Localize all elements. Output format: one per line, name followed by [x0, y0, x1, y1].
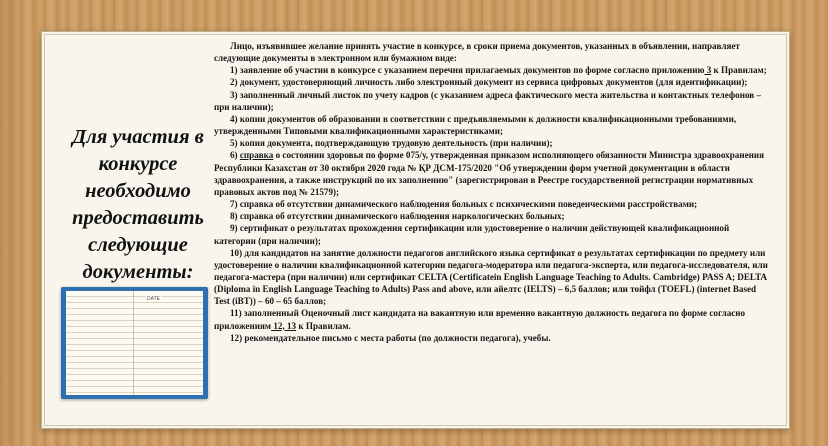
item-text: 10) для кандидатов на занятие должности педагогов английского языка сертификат о результатах сертификации по предмету или удостоверение о наличии квалификационной категории педагога-модератора или педагога-эксперта, или педагога-исследователя, или педагога-мастера (при наличии) или сертификат CELTA (Certificatein English Language Teaching to Adults. Cambridge) PASS A; DELTA (Diploma in English Language Teaching to Adults) Pass and above, или айелтс (IELTS) – 6,5 баллов; или тойфл (TOEFL) (internet Based Test (iBT)) – 60 – 65 баллов; — [214, 247, 768, 307]
requirement-item-10 — [214, 247, 770, 308]
appendix-link[interactable]: 3 — [704, 65, 712, 76]
background-wood-shade — [0, 0, 22, 446]
item-text: 4) копии документов об образовании в соответствии с предъявляемыми к должности квалификационными требованиями, утвержденными Типовыми квалификационными характеристиками; — [214, 113, 737, 137]
requirement-item-5 — [214, 137, 770, 149]
requirement-item-12 — [214, 332, 770, 344]
item-text: 7) справка об отсутствии динамического наблюдения больных с психическими поведенческими расстройствами; — [230, 199, 698, 210]
appendix-link[interactable]: 12, 13 — [271, 320, 297, 331]
notebook-date-label: DATE — [147, 296, 160, 302]
item-text: к Правилам; — [711, 65, 767, 76]
item-number: 6) — [230, 150, 240, 161]
item-text: о состоянии здоровья по форме 075/у, утвержденная приказом исполняющего обязанности Министра здравоохранения Республики Казахстан от 30 октября 2020 года № ҚР ДСМ-175/2020 "Об утверждении форм учетной документации в области здравоохранения, а также инструкций по их заполнению" (зарегистрирован в Реестре государственной регистрации нормативных правовых актов под № 21579); — [214, 150, 765, 197]
item-text: 9) сертификат о результатах прохождения сертификации или удостоверение о наличии действующей квалификационной категории (при наличии); — [214, 223, 730, 246]
requirement-item-6 — [214, 149, 770, 198]
notebook-left-page — [66, 291, 134, 395]
requirement-item-2 — [214, 76, 770, 88]
intro-text: Лицо, изъявившее желание принять участие в конкурсе, в сроки приема документов, указанных в объявлении, направляет следующие документы в электронном или бумажном виде: — [214, 41, 740, 64]
certificate-link[interactable]: справка — [239, 150, 274, 161]
item-text: 8) справка об отсутствии динамического наблюдения наркологических больных; — [230, 211, 565, 222]
requirement-item-9 — [214, 222, 770, 246]
requirement-item-1 — [214, 64, 770, 76]
slide-heading: Для участия в конкурсе необходимо предоставить следующие документы: — [72, 126, 204, 283]
item-text: 2) документ, удостоверяющий личность либо электронный документ из сервиса цифровых документов (для идентификации); — [230, 77, 748, 88]
item-text: 5) копия документа, подтверждающую трудовую деятельность (при наличии); — [230, 138, 553, 149]
item-text: 11) заполненный Оценочный лист кандидата на вакантную или временно вакантную должность педагога по форме согласно приложениям — [214, 308, 746, 331]
item-text: 1) заявление об участии в конкурсе с указанием перечня прилагаемых документов по форме согласно приложению — [230, 65, 705, 76]
notebook-right-page — [134, 291, 203, 395]
open-notebook-image — [61, 287, 208, 399]
requirement-item-3 — [214, 89, 770, 113]
requirement-item-7 — [214, 198, 770, 210]
requirement-item-4 — [214, 113, 770, 137]
item-text: 12) рекомендательное письмо с места работы (по должности педагога), учебы. — [230, 332, 551, 343]
requirement-item-11 — [214, 307, 770, 331]
intro-paragraph — [214, 40, 770, 64]
requirement-item-8 — [214, 210, 770, 222]
requirements-text — [214, 40, 770, 344]
item-text: 3) заполненный личный листок по учету кадров (с указанием адреса фактического места жительства и контактных телефонов – при наличии); — [214, 89, 761, 112]
item-text: к Правилам. — [296, 320, 351, 331]
